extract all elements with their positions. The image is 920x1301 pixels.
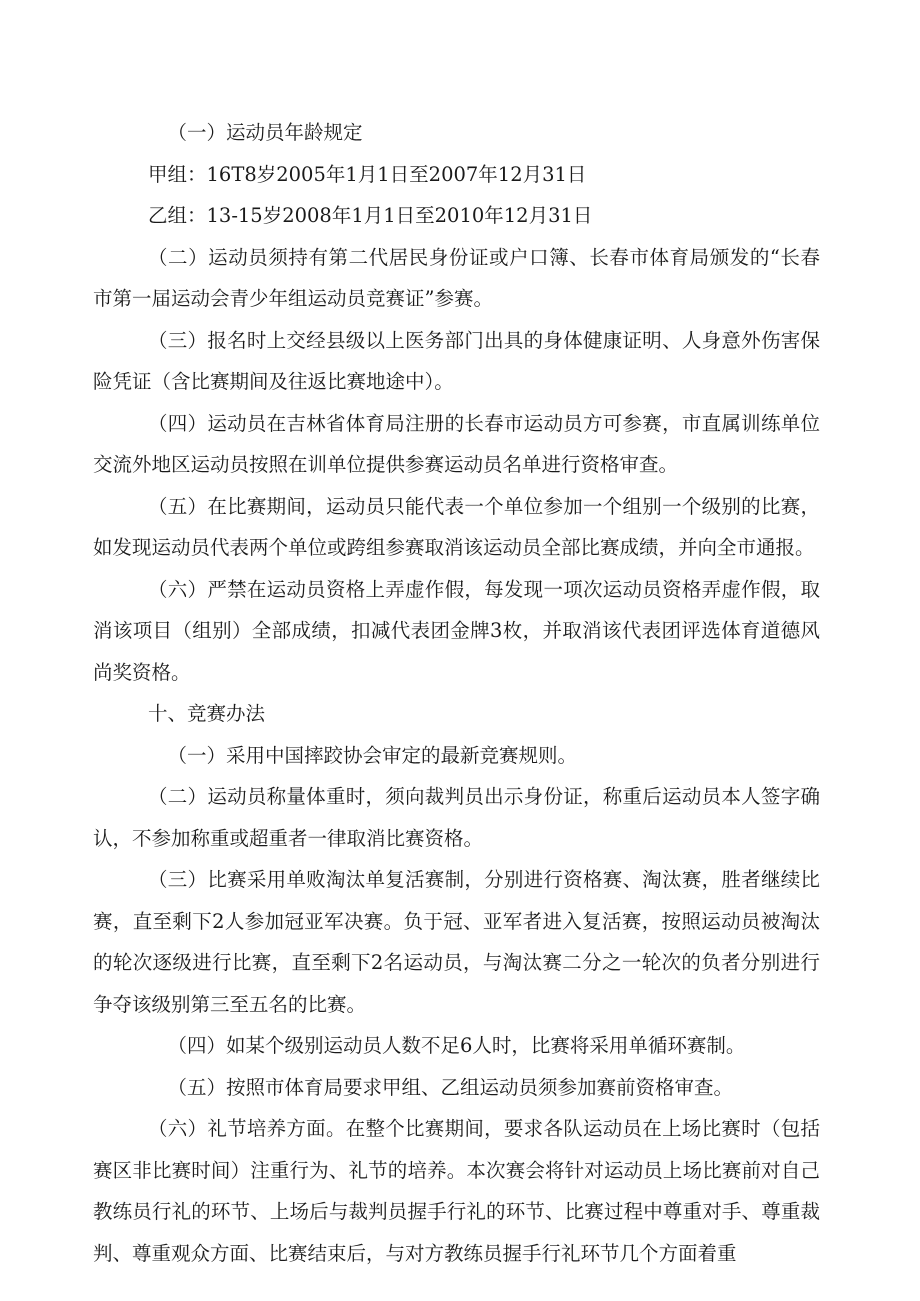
paragraph-eligibility-review: （五）按照市体育局要求甲组、乙组运动员须参加赛前资格审查。 [167,1075,734,1099]
paragraph-etiquette: （六）礼节培养方面。在整个比赛期间，要求各队运动员在上场比赛时（包括赛区非比赛时间）注重行为、礼节的培养。本次赛会将针对运动员上场比赛前对自己教练员行礼的环节、上场后与裁判员握手行礼的环节、比赛过程中尊重对手、尊重裁判、尊重观众方面、比赛结束后，与对方教练员握手行礼环节几个方面着重 [93,1117,820,1265]
section-heading-competition-method: 十、竞赛办法 [148,702,266,725]
paragraph-elimination-format: （三）比赛采用单败淘汰单复活赛制，分别进行资格赛、淘汰赛，胜者继续比赛，直至剩下2人参加冠亚军决赛。负于冠、亚军者进入复活赛，按照运动员被淘汰的轮次逐级进行比赛，直至剩下2名运动员，与淘汰赛二分之一轮次的负者分别进行争夺该级别第三至五名的比赛。 [93,868,820,1016]
paragraph-weigh-in: （二）运动员称量体重时，须向裁判员出示身份证，称重后运动员本人签字确认，不参加称重或超重者一律取消比赛资格。 [93,785,820,850]
paragraph-fraud-penalty: （六）严禁在运动员资格上弄虚作假，每发现一项次运动员资格弄虚作假，取消该项目（组别）全部成绩，扣减代表团金牌3枚，并取消该代表团评选体育道德风尚奖资格。 [93,577,820,684]
document-page [93,112,820,1274]
paragraph-registration: （四）运动员在吉林省体育局注册的长春市运动员方可参赛，市直属训练单位交流外地区运动员按照在训单位提供参赛运动员名单进行资格审查。 [93,411,820,476]
paragraph-health-certificate: （三）报名时上交经县级以上医务部门出具的身体健康证明、人身意外伤害保险凭证（含比赛期间及往返比赛地途中）。 [93,328,820,393]
paragraph-single-unit: （五）在比赛期间，运动员只能代表一个单位参加一个组别一个级别的比赛，如发现运动员代表两个单位或跨组参赛取消该运动员全部比赛成绩，并向全市通报。 [93,494,820,559]
paragraph-id-requirement: （二）运动员须持有第二代居民身份证或户口簿、长春市体育局颁发的“长春市第一届运动会青少年组运动员竞赛证”参赛。 [93,245,820,310]
paragraph-group-a: 甲组：16T8岁2005年1月1日至2007年12月31日 [148,162,587,186]
paragraph-group-b: 乙组：13-15岁2008年1月1日至2010年12月31日 [148,204,593,227]
paragraph-round-robin: （四）如某个级别运动员人数不足6人时，比赛将采用单循环赛制。 [167,1034,746,1057]
paragraph-rules: （一）采用中国摔跤协会审定的最新竞赛规则。 [167,743,578,767]
paragraph-age-rules-heading: （一）运动员年龄规定 [167,121,363,144]
